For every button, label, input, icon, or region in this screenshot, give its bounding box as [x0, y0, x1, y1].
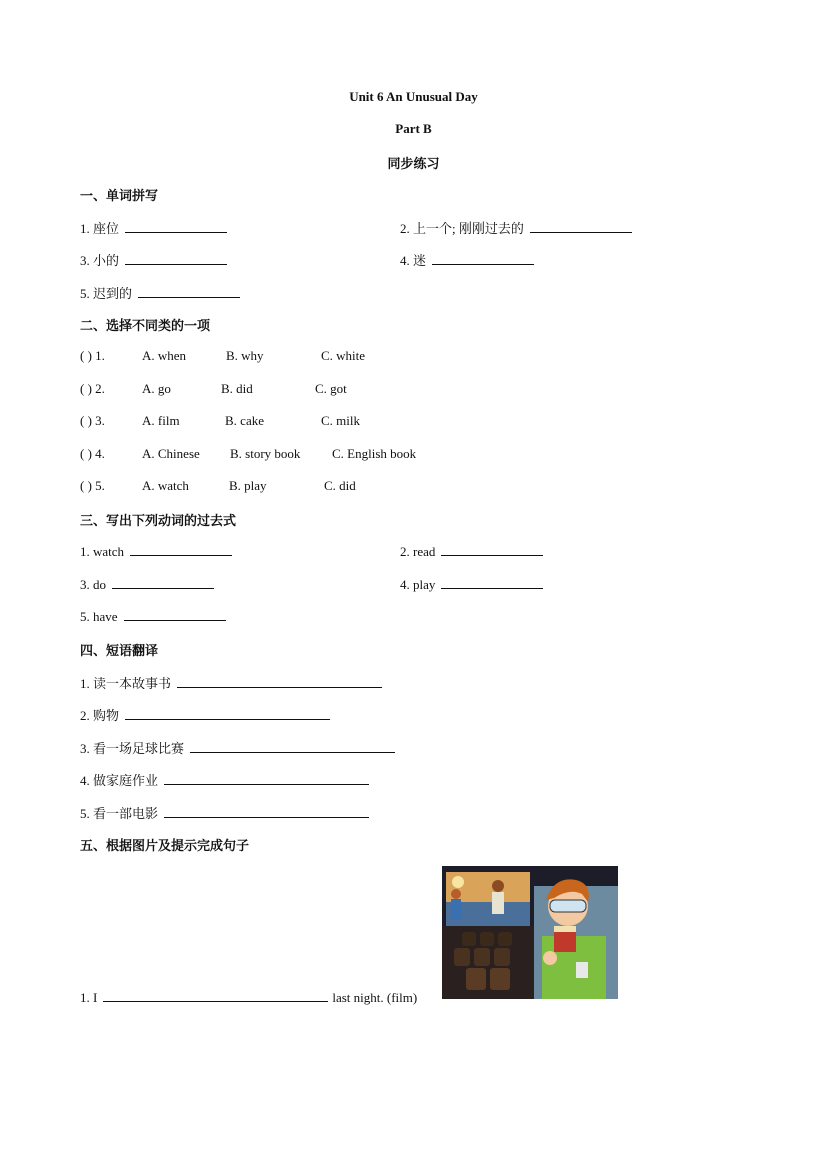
answer-blank[interactable]	[530, 220, 632, 233]
option-b: B. cake	[225, 413, 264, 428]
option-a: A. go	[142, 381, 171, 396]
option-a: A. Chinese	[142, 446, 200, 461]
answer-blank[interactable]	[441, 576, 543, 589]
answer-blank[interactable]	[125, 707, 330, 720]
phrase-item-1: 1. 读一本故事书	[80, 673, 382, 692]
spelling-item-3: 3. 小的	[80, 250, 227, 269]
answer-blank[interactable]	[124, 608, 226, 621]
phrase-item-3: 3. 看一场足球比赛	[80, 738, 395, 757]
answer-blank[interactable]	[125, 252, 227, 265]
option-c: C. did	[324, 478, 356, 493]
question-number[interactable]: ( ) 5.	[80, 478, 105, 493]
option-a: A. watch	[142, 478, 189, 493]
past-tense-item-2: 2. read	[400, 543, 543, 560]
question-number[interactable]: ( ) 2.	[80, 381, 105, 396]
section3-heading: 三、写出下列动词的过去式	[80, 513, 237, 528]
picture-sentence-1: 1. I last night. (film)	[80, 990, 418, 1005]
answer-blank[interactable]	[125, 220, 227, 233]
section5-heading: 五、根据图片及提示完成句子	[80, 838, 250, 853]
past-tense-item-1: 1. watch	[80, 543, 232, 560]
option-b: B. why	[226, 348, 264, 363]
question-number[interactable]: ( ) 1.	[80, 348, 105, 363]
answer-blank[interactable]	[103, 989, 328, 1002]
section1-heading: 一、单词拼写	[80, 188, 159, 203]
phrase-item-5: 5. 看一部电影	[80, 803, 369, 822]
option-c: C. got	[315, 381, 347, 396]
past-tense-item-4: 4. play	[400, 576, 543, 593]
cinema-illustration-svg	[442, 866, 618, 999]
subtitle: 同步练习	[387, 156, 440, 171]
past-tense-item-3: 3. do	[80, 576, 214, 593]
option-b: B. story book	[230, 446, 301, 461]
option-a: A. film	[142, 413, 180, 428]
spelling-item-4: 4. 迷	[400, 250, 534, 269]
past-tense-item-5: 5. have	[80, 608, 226, 625]
answer-blank[interactable]	[177, 675, 382, 688]
question-number[interactable]: ( ) 3.	[80, 413, 105, 428]
option-c: C. milk	[321, 413, 361, 428]
answer-blank[interactable]	[164, 772, 369, 785]
question-number[interactable]: ( ) 4.	[80, 446, 105, 461]
phrase-item-4: 4. 做家庭作业	[80, 770, 369, 789]
answer-blank[interactable]	[441, 543, 543, 556]
cinema-boy-illustration	[442, 866, 618, 999]
answer-blank[interactable]	[130, 543, 232, 556]
option-b: B. did	[221, 381, 253, 396]
spelling-item-2: 2. 上一个; 刚刚过去的	[400, 218, 632, 237]
spelling-item-1: 1. 座位	[80, 218, 227, 237]
option-c: C. white	[321, 348, 366, 363]
part-label: Part B	[395, 121, 432, 136]
option-c: C. English book	[332, 446, 417, 461]
phrase-item-2: 2. 购物	[80, 705, 330, 724]
spelling-item-5: 5. 迟到的	[80, 283, 240, 302]
option-b: B. play	[229, 478, 267, 493]
page-title: Unit 6 An Unusual Day	[349, 89, 478, 104]
answer-blank[interactable]	[190, 740, 395, 753]
answer-blank[interactable]	[432, 252, 534, 265]
option-a: A. when	[142, 348, 187, 363]
section4-heading: 四、短语翻译	[80, 643, 159, 658]
answer-blank[interactable]	[138, 285, 240, 298]
answer-blank[interactable]	[112, 576, 214, 589]
section2-heading: 二、选择不同类的一项	[80, 318, 211, 333]
answer-blank[interactable]	[164, 805, 369, 818]
